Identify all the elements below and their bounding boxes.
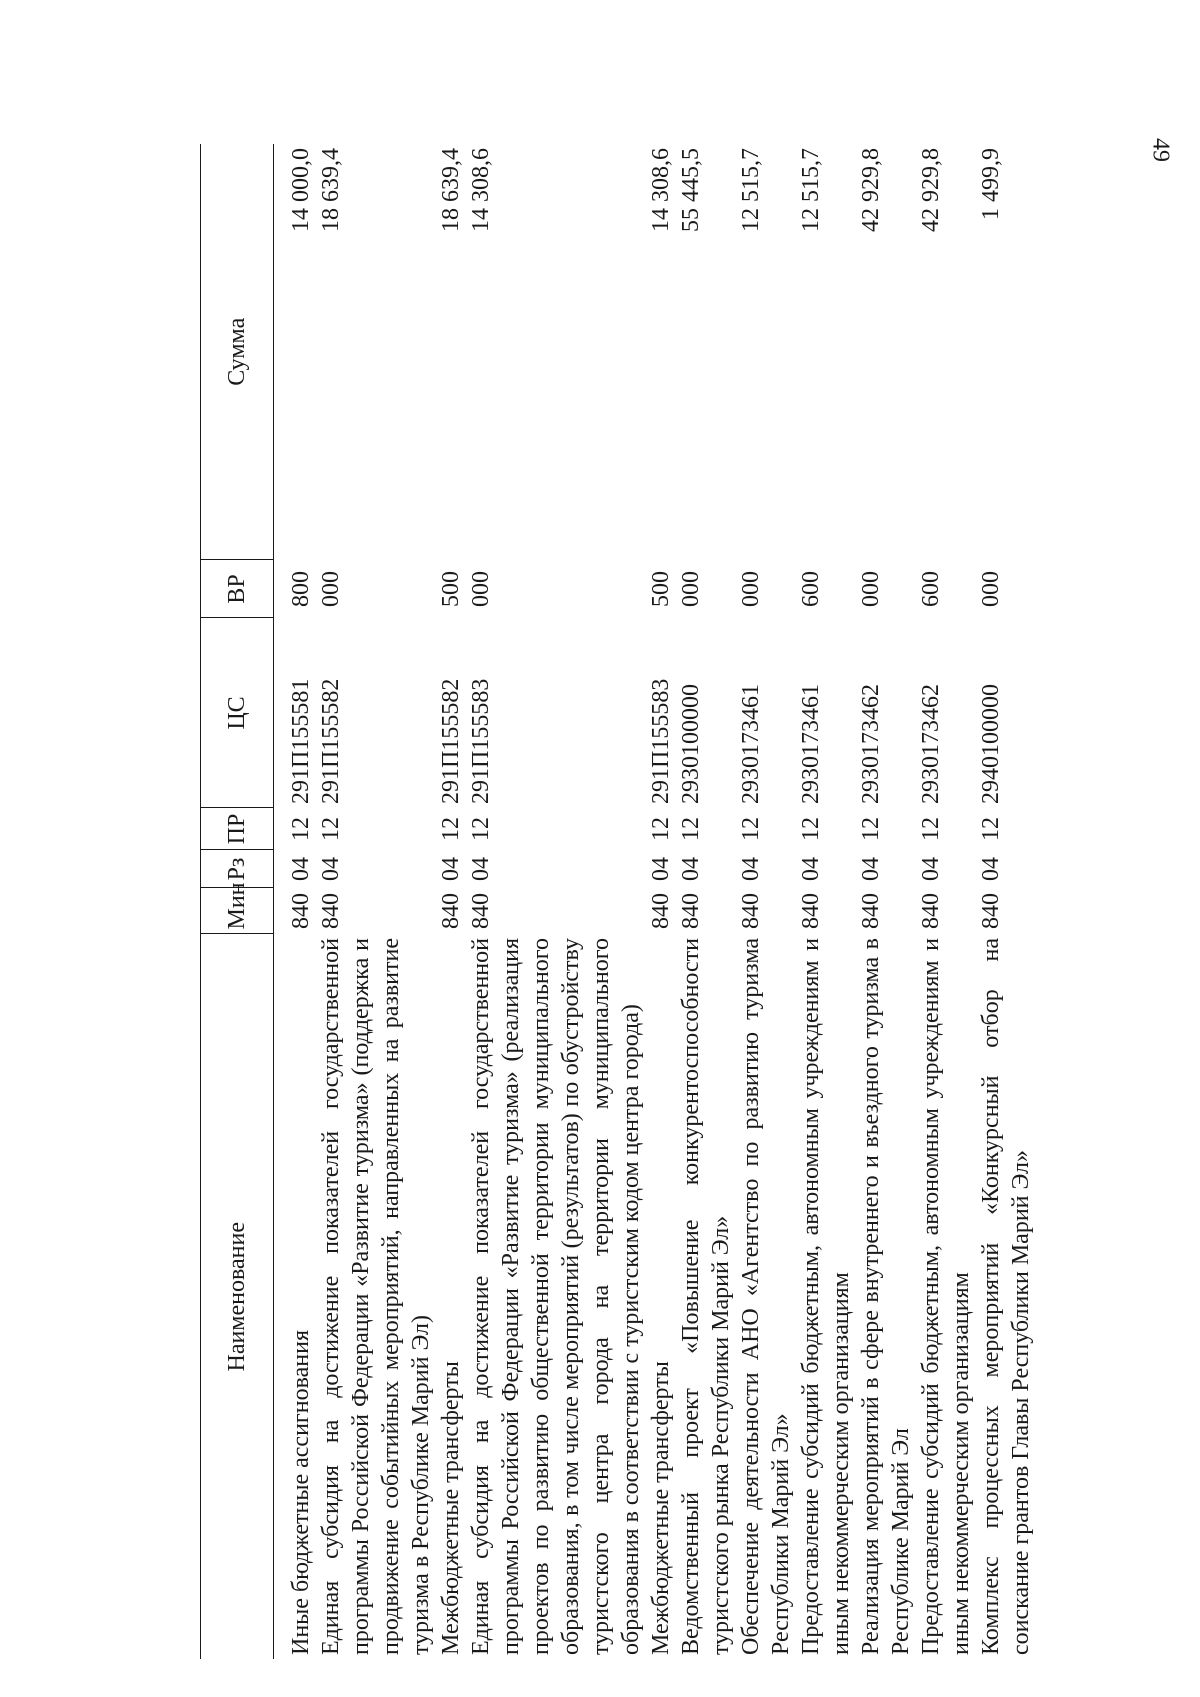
- table-row: [646, 144, 676, 1659]
- table-row: [916, 144, 976, 1659]
- row-name: Реализация мероприятий в сфере внутреннего и въездного туризма в Республике Марий Эл: [858, 938, 914, 1655]
- row-name: Межбюджетные трансферты: [648, 1361, 674, 1655]
- row-vr: 600: [798, 571, 824, 607]
- row-pr: 12: [288, 817, 314, 841]
- row-cs: 2930173462: [858, 684, 884, 804]
- row-min: 840: [288, 893, 314, 929]
- table-row: [466, 144, 646, 1659]
- row-min: 840: [798, 893, 824, 929]
- table-row: [316, 144, 436, 1659]
- row-vr: 800: [288, 571, 314, 607]
- row-pr: 12: [318, 817, 344, 841]
- row-name: Единая субсидия на достижение показателей государственной программы Российской Федерации «Развитие туризма» (поддержка и продвижение событийных мероприятий, направленных на развитие туризма в Республике Марий Эл): [318, 938, 434, 1655]
- row-min: 840: [978, 893, 1004, 929]
- row-vr: 500: [648, 571, 674, 607]
- row-cs: 291П155582: [438, 678, 464, 804]
- row-sum: 18 639,4: [438, 148, 464, 232]
- header-min: Мин: [201, 888, 274, 934]
- row-name: Комплекс процессных мероприятий «Конкурсный отбор на соискание грантов Главы Республики Марий Эл»: [978, 938, 1034, 1655]
- row-cs: 2930173462: [918, 684, 944, 804]
- row-rz: 04: [798, 857, 824, 881]
- row-rz: 04: [978, 857, 1004, 881]
- row-min: 840: [738, 893, 764, 929]
- header-vr: ВР: [201, 560, 274, 618]
- row-pr: 12: [738, 817, 764, 841]
- budget-table: [200, 144, 1036, 1659]
- row-rz: 04: [438, 857, 464, 881]
- row-cs: 291П155582: [318, 678, 344, 804]
- row-sum: 14 000,0: [288, 148, 314, 232]
- row-pr: 12: [978, 817, 1004, 841]
- row-pr: 12: [438, 817, 464, 841]
- row-min: 840: [468, 893, 494, 929]
- row-rz: 04: [678, 857, 704, 881]
- row-sum: 42 929,8: [858, 148, 884, 232]
- row-name: Межбюджетные трансферты: [438, 1361, 464, 1655]
- row-sum: 1 499,9: [978, 148, 1004, 220]
- row-name: Единая субсидия на достижение показателей государственной программы Российской Федерации «Развитие туризма» (реализация проектов по развитию общественной территории муниципального образования, в том числе мероприятий (результатов) по обустройству туристского центра города на территории муниципального образования в соответствии с туристским кодом центра города): [468, 938, 644, 1655]
- table-row: [796, 144, 856, 1659]
- table-row: [676, 144, 736, 1659]
- row-min: 840: [678, 893, 704, 929]
- row-rz: 04: [468, 857, 494, 881]
- table-row: [274, 144, 317, 1659]
- page-number: 49: [1147, 138, 1174, 162]
- row-sum: 55 445,5: [678, 148, 704, 232]
- table-row: [736, 144, 796, 1659]
- row-min: 840: [318, 893, 344, 929]
- row-cs: 2930100000: [678, 684, 704, 804]
- row-name: Предоставление субсидий бюджетным, автономным учреждениям и иным некоммерческим организациям: [798, 938, 854, 1655]
- row-name: Предоставление субсидий бюджетным, автономным учреждениям и иным некоммерческим организациям: [918, 938, 974, 1655]
- row-vr: 000: [858, 571, 884, 607]
- row-rz: 04: [648, 857, 674, 881]
- row-name: Обеспечение деятельности АНО «Агентство по развитию туризма Республики Марий Эл»: [738, 938, 794, 1655]
- row-pr: 12: [468, 817, 494, 841]
- rotated-page-content: [200, 140, 1200, 1660]
- table-body: [274, 144, 1037, 1659]
- row-sum: 14 308,6: [468, 148, 494, 232]
- row-rz: 04: [738, 857, 764, 881]
- row-cs: 291П155581: [288, 678, 314, 804]
- table-header: [201, 144, 274, 1659]
- row-rz: 04: [318, 857, 344, 881]
- row-cs: 291П155583: [648, 678, 674, 804]
- row-name: Ведомственный проект «Повышение конкурентоспособности туристского рынка Республики Марий Эл»: [678, 938, 734, 1655]
- row-vr: 000: [678, 571, 704, 607]
- row-sum: 14 308,6: [648, 148, 674, 232]
- row-rz: 04: [858, 857, 884, 881]
- row-sum: 12 515,7: [798, 148, 824, 232]
- table-row: [976, 144, 1036, 1659]
- row-cs: 2940100000: [978, 684, 1004, 804]
- row-vr: 000: [978, 571, 1004, 607]
- header-pr: ПР: [201, 808, 274, 850]
- table-row: [856, 144, 916, 1659]
- row-vr: 000: [738, 571, 764, 607]
- row-pr: 12: [678, 817, 704, 841]
- row-name: Иные бюджетные ассигнования: [288, 1330, 314, 1655]
- header-cs: ЦС: [201, 618, 274, 808]
- row-vr: 000: [468, 571, 494, 607]
- row-cs: 291П155583: [468, 678, 494, 804]
- row-sum: 12 515,7: [738, 148, 764, 232]
- row-min: 840: [648, 893, 674, 929]
- row-min: 840: [438, 893, 464, 929]
- row-min: 840: [918, 893, 944, 929]
- row-vr: 500: [438, 571, 464, 607]
- row-vr: 600: [918, 571, 944, 607]
- table-row: [436, 144, 466, 1659]
- row-sum: 18 639,4: [318, 148, 344, 232]
- header-rz: Рз: [201, 850, 274, 888]
- row-pr: 12: [918, 817, 944, 841]
- header-name: Наименование: [201, 934, 274, 1659]
- row-rz: 04: [918, 857, 944, 881]
- row-cs: 2930173461: [738, 684, 764, 804]
- row-min: 840: [858, 893, 884, 929]
- row-pr: 12: [858, 817, 884, 841]
- row-pr: 12: [648, 817, 674, 841]
- row-cs: 2930173461: [798, 684, 824, 804]
- row-rz: 04: [288, 857, 314, 881]
- header-sum: Сумма: [201, 144, 274, 560]
- row-pr: 12: [798, 817, 824, 841]
- row-vr: 000: [318, 571, 344, 607]
- row-sum: 42 929,8: [918, 148, 944, 232]
